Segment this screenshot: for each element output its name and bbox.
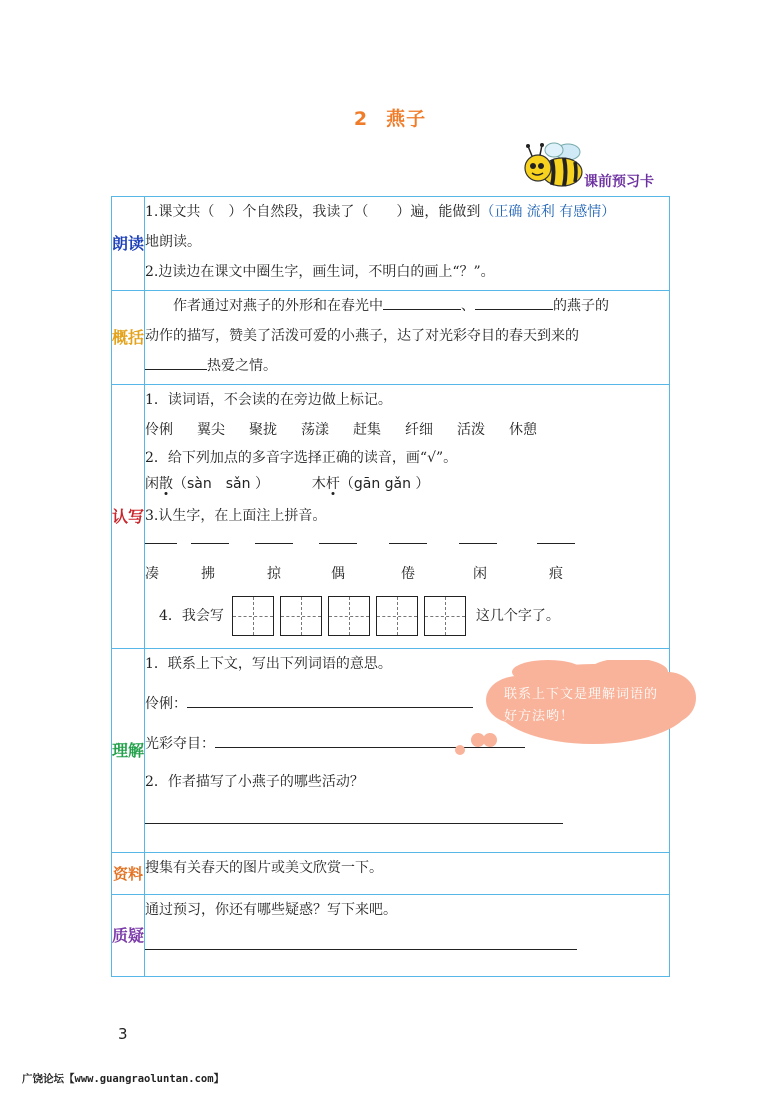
page-number: 3 [118,1025,128,1043]
footer-watermark: 广饶论坛【www.guangraoluntan.com】 [22,1073,225,1085]
new-char: 掠 [267,566,281,582]
row-summary [112,291,670,385]
blank-2[interactable] [475,291,553,310]
pinyin-line[interactable] [389,543,427,544]
summary-text-1: 作者通过对燕子的外形和在春光中 [173,298,383,314]
bee-icon [522,140,588,192]
row-question [112,895,670,977]
word: 活泼 [457,422,485,438]
preview-card-badge: 课前预习卡 [584,174,654,190]
answer-line-1[interactable] [187,689,473,708]
word-list [145,415,669,445]
blank-1[interactable] [383,291,461,310]
read-q1-options: （正确 流利 有感情） [480,204,616,220]
pinyin-line[interactable] [255,543,293,544]
label-material: 资料 [112,853,145,895]
material-text: 搜集有关春天的图片或美文欣赏一下。 [145,853,670,895]
question-text: 通过预习，你还有哪些疑惑？写下来吧。 [145,902,397,918]
bubble-dots [450,728,490,758]
poly2-prefix: 木 [311,476,326,492]
poly1-dotted-char: 散 [159,476,173,492]
word: 聚拢 [249,422,277,438]
write-content [145,385,670,649]
lesson-number: 2 [353,108,369,130]
write-q4-prefix: 4．我会写 [159,608,224,624]
lesson-title: 燕子 [386,108,427,130]
pinyin-line[interactable] [459,543,497,544]
summary-text-2: 的燕子的 [553,298,609,314]
row-material [112,853,670,895]
label-write: 认写 [112,385,145,649]
word: 纤细 [405,422,433,438]
bubble-text: 联系上下文是理解词语的好方法哟！ [504,687,659,724]
summary-text-3: 动作的描写，赞美了活泼可爱的小燕子，达了对光彩夺目的春天到来的 [145,328,579,344]
row-write [112,385,670,649]
write-q4-suffix: 这几个字了。 [475,608,560,624]
page-title [0,104,780,131]
read-q1: 1.课文共（ ）个自然段，我读了（ ）遍，能做到 [145,204,481,220]
polyphone-row [145,471,669,497]
word: 翼尖 [197,422,225,438]
write-q2: 2．给下列加点的多音字选择正确的读音，画“√”。 [145,450,458,466]
understand-q2: 2．作者描写了小燕子的哪些活动？ [145,774,364,790]
writing-cell[interactable] [280,596,322,636]
writing-cell[interactable] [232,596,274,636]
word: 休憩 [509,422,537,438]
label-question: 质疑 [112,895,145,977]
answer-line-3[interactable] [145,805,563,824]
answer-line-4[interactable] [145,931,577,950]
write-q1: 1．读词语，不会读的在旁边做上标记。 [145,392,392,408]
pinyin-line[interactable] [191,543,229,544]
summary-text-4: 热爱之情。 [207,358,277,374]
word: 伶俐 [145,422,173,438]
row-read [112,197,670,291]
read-content [145,197,670,291]
new-char: 偶 [331,566,345,582]
poly2-pinyin[interactable]: （gān gǎn ） [339,476,430,492]
understand-q1: 1．联系上下文，写出下列词语的意思。 [145,656,392,672]
writing-grid-row [145,591,669,641]
write-q3: 3.认生字，在上面注上拼音。 [145,508,327,524]
label-understand: 理解 [112,649,145,853]
poly1-prefix: 闲 [145,476,159,492]
poly2-dotted-char: 杆 [325,476,340,492]
writing-cell[interactable] [424,596,466,636]
pinyin-line[interactable] [537,543,575,544]
word-lingli: 伶俐： [145,696,187,712]
new-char: 凑 [145,566,159,582]
question-content [145,895,670,977]
writing-cell[interactable] [376,596,418,636]
poly1-pinyin[interactable]: （sàn sǎn ） [173,476,269,492]
label-read: 朗读 [112,197,145,291]
summary-content [145,291,670,385]
new-char: 拂 [201,566,215,582]
read-q2: 2.边读边在课文中圈生字，画生词，不明白的画上“？”。 [145,264,495,280]
label-summary: 概括 [112,291,145,385]
new-char: 闲 [473,566,487,582]
pinyin-line[interactable] [145,543,177,544]
word: 赶集 [353,422,381,438]
pinyin-line[interactable] [319,543,357,544]
new-char: 痕 [549,566,563,582]
blank-3[interactable] [145,351,207,370]
new-char: 倦 [401,566,415,582]
word: 荡漾 [301,422,329,438]
summary-sep: 、 [461,298,475,314]
word-guangcai: 光彩夺目： [145,736,215,752]
read-q1-end: 地朗读。 [145,234,201,250]
preview-table [111,196,670,977]
new-char-row [145,559,669,591]
writing-cell[interactable] [328,596,370,636]
pinyin-lines [145,531,669,559]
